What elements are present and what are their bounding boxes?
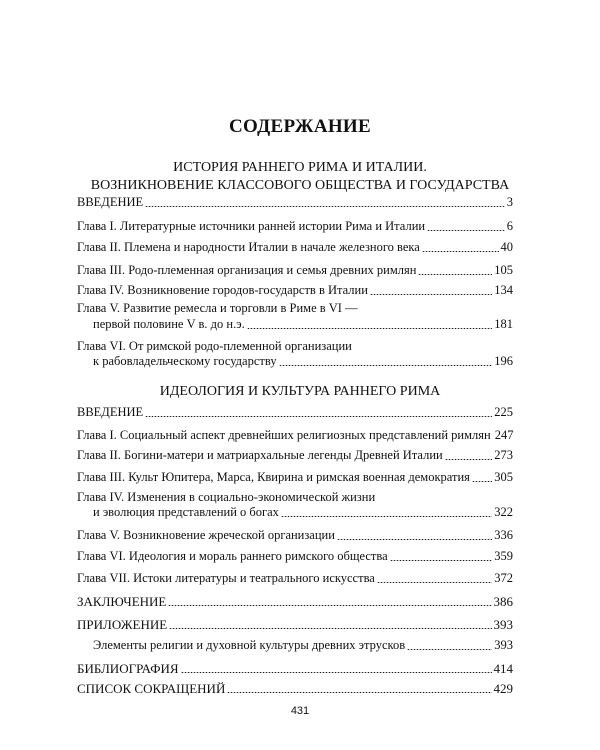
dot-leader — [370, 294, 492, 295]
dot-leader — [227, 692, 491, 693]
toc-entry-part1-ch5[interactable]: первой половине V в. до н.э. 181 — [93, 317, 513, 331]
toc-entry-part2-intro[interactable]: ВВЕДЕНИЕ 225 — [77, 405, 513, 419]
dot-leader — [169, 628, 491, 629]
page-ref: 225 — [494, 405, 513, 419]
toc-entry-part2-ch2[interactable]: Глава II. Богини-матери и матриархальные легенды Древней Италии 273 — [77, 448, 513, 462]
toc-entry-part2-ch6[interactable]: Глава VI. Идеология и мораль раннего римского общества 359 — [77, 549, 513, 563]
dot-leader — [281, 516, 492, 517]
toc-entry-appendix[interactable]: ПРИЛОЖЕНИЕ 393 — [77, 617, 513, 632]
toc-entry-part1-ch6[interactable]: к рабовладельческому государству 196 — [93, 354, 513, 368]
toc-entry-bibliography[interactable]: БИБЛИОГРАФИЯ 414 — [77, 661, 513, 676]
page-title: СОДЕРЖАНИЕ — [229, 116, 371, 137]
page-ref: 414 — [493, 661, 513, 676]
toc-entry-conclusion[interactable]: ЗАКЛЮЧЕНИЕ 386 — [77, 594, 513, 609]
dot-leader — [337, 539, 492, 540]
page-ref: 386 — [493, 594, 513, 609]
dot-leader — [472, 481, 492, 482]
page-ref: 359 — [494, 549, 513, 563]
toc-entry-part1-intro[interactable]: ВВЕДЕНИЕ 3 — [77, 195, 513, 209]
toc-entry-abbreviations[interactable]: СПИСОК СОКРАЩЕНИЙ 429 — [77, 681, 513, 696]
page-ref: 305 — [494, 470, 513, 484]
toc-entry-part1-ch3[interactable]: Глава III. Родо-племенная организация и семья древних римлян 105 — [77, 263, 513, 277]
dot-leader — [247, 328, 493, 329]
dot-leader — [390, 560, 493, 561]
toc-entry-appendix-etruscans[interactable]: Элементы религии и духовной культуры древних этрусков 393 — [93, 638, 513, 652]
toc-entry-part2-ch5[interactable]: Глава V. Возникновение жреческой организации 336 — [77, 528, 513, 542]
dot-leader — [181, 672, 492, 673]
dot-leader — [168, 605, 491, 606]
page-ref: 181 — [494, 317, 513, 331]
dot-leader — [422, 251, 499, 252]
toc-entry-part2-ch1[interactable]: Глава I. Социальный аспект древнейших религиозных представлений римлян 247 — [77, 428, 514, 442]
page-ref: 3 — [506, 195, 513, 209]
dot-leader — [407, 649, 492, 650]
page-ref: 322 — [494, 505, 513, 519]
dot-leader — [418, 274, 492, 275]
dot-leader — [377, 582, 492, 583]
part2-heading: ИДЕОЛОГИЯ И КУЛЬТУРА РАННЕГО РИМА — [159, 384, 441, 399]
toc-entry-part2-ch3[interactable]: Глава III. Культ Юпитера, Марса, Квирина и римская военная демократия 305 — [77, 470, 513, 484]
dot-leader — [427, 230, 505, 231]
part1-heading-line2: ВОЗНИКНОВЕНИЕ КЛАССОВОГО ОБЩЕСТВА И ГОСУДАРСТВА — [90, 178, 510, 193]
page-ref: 134 — [494, 283, 513, 297]
page-ref: 429 — [493, 681, 513, 696]
dot-leader — [279, 365, 493, 366]
page-ref: 6 — [506, 219, 513, 233]
toc-entry-part1-ch5-line1[interactable]: Глава V. Развитие ремесла и торговли в Риме в VI — — [77, 301, 358, 315]
page-number: 431 — [290, 705, 310, 717]
page-ref: 105 — [494, 263, 513, 277]
page-ref: 336 — [494, 528, 513, 542]
toc-entry-part1-ch6-line1[interactable]: Глава VI. От римской родо-племенной организации — [77, 339, 352, 353]
toc-entry-part1-ch2[interactable]: Глава II. Племена и народности Италии в начале железного века 40 — [77, 240, 513, 254]
page-ref: 247 — [494, 428, 514, 442]
toc-entry-part2-ch4[interactable]: и эволюция представлений о богах 322 — [93, 505, 513, 519]
toc-entry-part2-ch4-line1[interactable]: Глава IV. Изменения в социально-экономической жизни — [77, 490, 376, 504]
toc-entry-part1-ch4[interactable]: Глава IV. Возникновение городов-государств в Италии 134 — [77, 283, 513, 297]
page-ref: 273 — [494, 448, 513, 462]
dot-leader — [145, 206, 505, 207]
page-ref: 196 — [494, 354, 513, 368]
dot-leader — [145, 416, 492, 417]
toc-entry-part2-ch7[interactable]: Глава VII. Истоки литературы и театрального искусства 372 — [77, 571, 513, 585]
page-ref: 393 — [493, 617, 513, 632]
dot-leader — [445, 459, 493, 460]
toc-entry-part1-ch1[interactable]: Глава I. Литературные источники ранней истории Рима и Италии 6 — [77, 219, 513, 233]
page-ref: 372 — [494, 571, 513, 585]
page-ref: 40 — [500, 240, 513, 254]
page-ref: 393 — [494, 638, 513, 652]
part1-heading-line1: ИСТОРИЯ РАННЕГО РИМА И ИТАЛИИ. — [173, 160, 427, 175]
